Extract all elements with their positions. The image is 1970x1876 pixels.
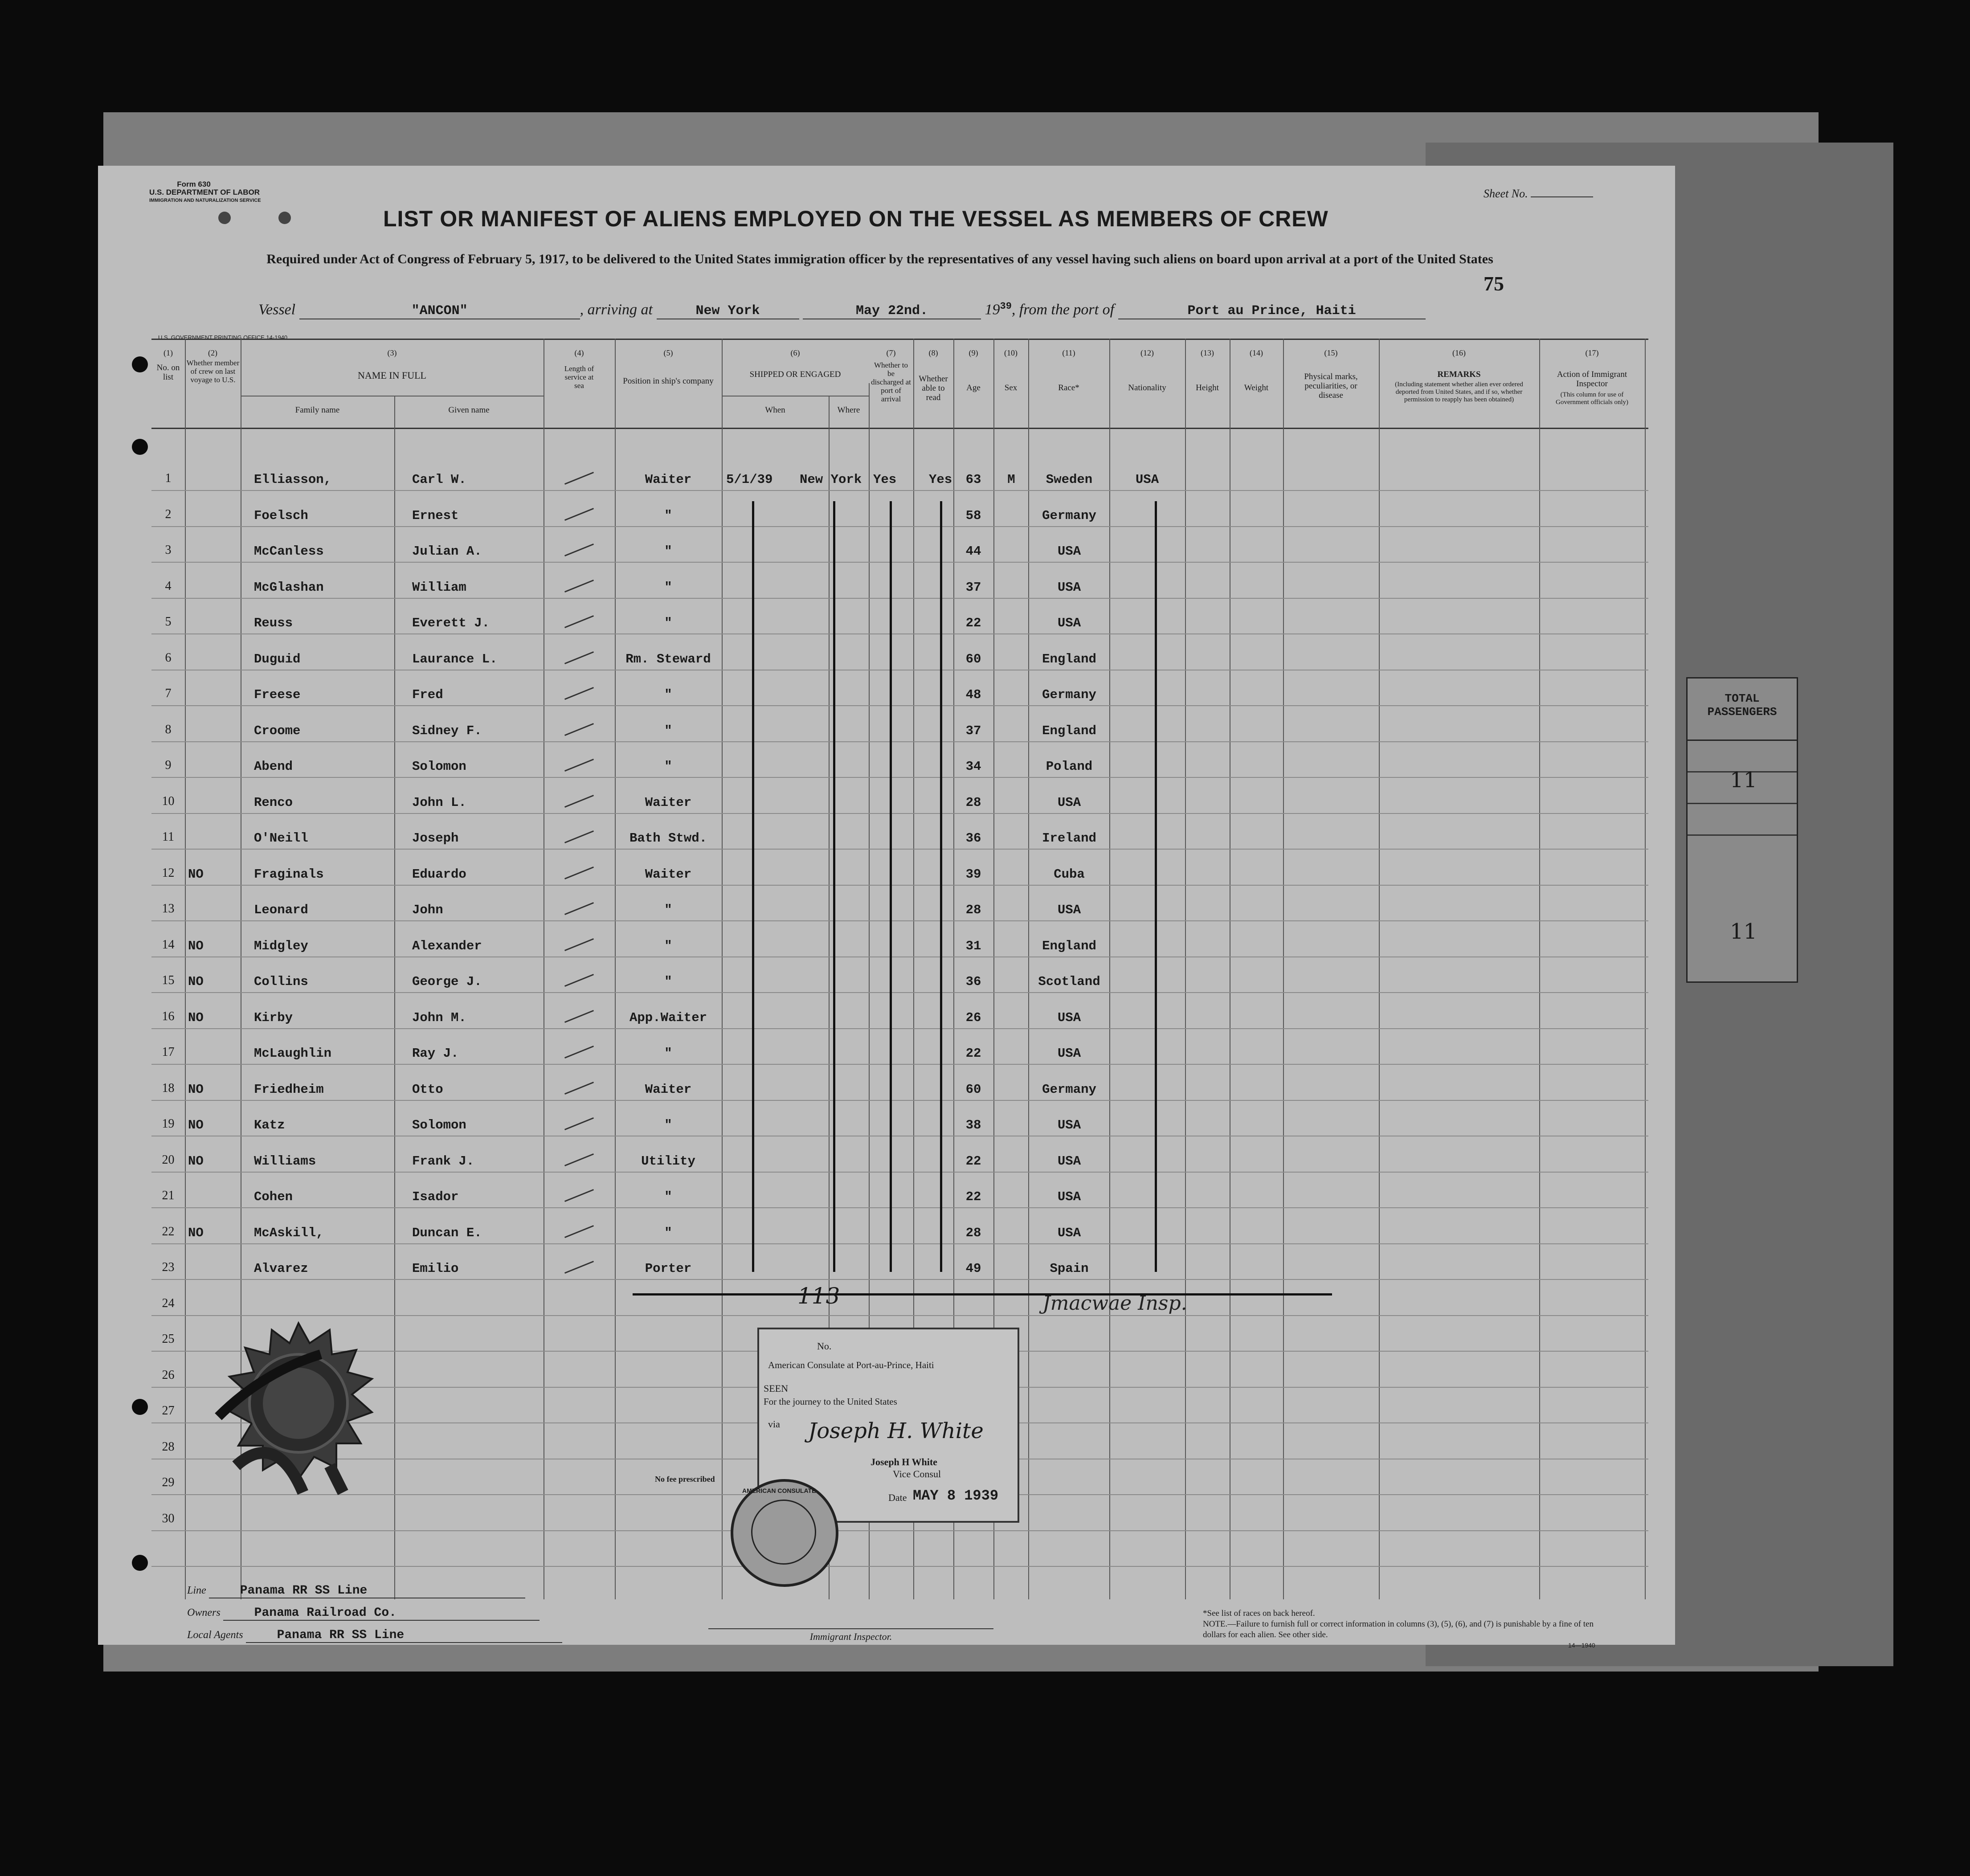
- cell-family: Duguid: [254, 651, 301, 666]
- col-header-family-name: Family name: [295, 405, 340, 415]
- cell-family: Fraginals: [254, 866, 324, 882]
- service-tick-mark: [564, 1189, 594, 1202]
- cell-n: 16: [162, 1009, 175, 1023]
- footer-owners: Owners Panama Railroad Co.: [187, 1606, 540, 1621]
- cell-race: Cuba: [1054, 866, 1085, 882]
- cell-position: Waiter: [645, 472, 692, 487]
- cell-race: USA: [1057, 1010, 1081, 1025]
- cell-age: 63: [965, 472, 981, 487]
- cell-family: Freese: [254, 687, 301, 702]
- cell-position: Waiter: [645, 866, 692, 882]
- service-tick-mark: [564, 1117, 594, 1130]
- col-header-sex: Sex: [1004, 383, 1018, 392]
- cell-position: ": [664, 974, 672, 989]
- cell-n: 19: [162, 1117, 175, 1131]
- punch-hole: [132, 439, 148, 455]
- col-header-given-name: Given name: [448, 405, 490, 415]
- cell-position: App.Waiter: [629, 1010, 707, 1025]
- cell-age: 44: [965, 544, 981, 559]
- cell-race: USA: [1057, 580, 1081, 595]
- cell-given: Carl W.: [412, 472, 466, 487]
- footer-agents: Local Agents Panama RR SS Line: [187, 1628, 562, 1643]
- stamp-title: Vice Consul: [893, 1468, 941, 1480]
- cell-prev: NO: [188, 1010, 204, 1025]
- footer-line: Line Panama RR SS Line: [187, 1584, 525, 1598]
- cell-race: USA: [1057, 903, 1081, 917]
- cell-age: 34: [965, 759, 981, 774]
- ditto-line-when: [752, 501, 754, 1272]
- cell-family: Cohen: [254, 1189, 293, 1204]
- cell-n: 12: [162, 866, 175, 880]
- col-header-remarks-note: (Including statement whether alien ever ordered deported from United States, and if so, whether permission to reapply has been obtained): [1395, 381, 1523, 403]
- voyage-line: Vessel "ANCON" , arriving at New York May 22nd. $19^{39}$, from the port of Port au Prince, Haiti: [258, 301, 1426, 319]
- cell-family: Abend: [254, 759, 293, 774]
- footer-note: *See list of races on back hereof. NOTE.—Failure to furnish full or correct information in columns (3), (5), (6), and (7) is punishable by a fine of ten dollars for each alien. See other side.: [1203, 1609, 1594, 1639]
- cell-position: ": [664, 580, 672, 595]
- cell-position: ": [664, 1118, 672, 1132]
- ditto-line-where: [833, 501, 835, 1272]
- cell-family: O'Neill: [254, 831, 308, 846]
- seal-text: AMERICAN CONSULATE: [742, 1487, 816, 1494]
- cell-race: England: [1042, 938, 1096, 953]
- col-header-shipped: SHIPPED OR ENGAGED: [749, 370, 841, 379]
- cell-given: Sidney F.: [412, 723, 482, 738]
- departure-port: Port au Prince, Haiti: [1118, 303, 1426, 319]
- cell-position: Utility: [641, 1153, 695, 1169]
- punch-hole: [132, 1555, 148, 1571]
- cell-position: Bath Stwd.: [629, 831, 707, 846]
- cell-race: USA: [1057, 1046, 1081, 1061]
- stamp-typed-name: Joseph H White: [871, 1456, 937, 1467]
- cell-n: 10: [162, 794, 175, 808]
- cell-prev: NO: [188, 1118, 204, 1132]
- cell-family: Reuss: [254, 616, 293, 630]
- cell-given: Laurance L.: [412, 651, 498, 666]
- cell-position: ": [664, 1225, 672, 1240]
- cell-given: William: [412, 580, 466, 595]
- cell-age: 39: [965, 866, 981, 882]
- cell-family: McGlashan: [254, 580, 324, 595]
- cell-age: 58: [965, 508, 981, 523]
- cell-n: 23: [162, 1260, 175, 1274]
- row-number: 25: [162, 1332, 175, 1346]
- cell-age: 28: [965, 795, 981, 810]
- cell-n: 18: [162, 1081, 175, 1095]
- cell-age: 37: [965, 580, 981, 595]
- cell-position: ": [664, 508, 672, 523]
- service-tick-mark: [564, 902, 594, 915]
- cell-n: 20: [162, 1153, 175, 1167]
- cell-position: Waiter: [645, 795, 692, 810]
- cell-n: 17: [162, 1045, 175, 1059]
- service-tick-mark: [564, 974, 594, 987]
- handwritten-page-number: 75: [1484, 272, 1504, 295]
- cell-given: Frank J.: [412, 1153, 474, 1169]
- cell-n: 7: [165, 687, 172, 700]
- cell-prev: NO: [188, 866, 204, 882]
- cell-age: 31: [965, 938, 981, 953]
- stamp-date-label: Date: [888, 1492, 907, 1503]
- col-header-previous-voyage: Whether member of crew on last voyage to U.S.: [186, 359, 240, 384]
- cell-position: Porter: [645, 1261, 692, 1276]
- cell-age: 49: [965, 1261, 981, 1276]
- cell-given: John L.: [412, 795, 466, 810]
- cell-age: 22: [965, 1153, 981, 1169]
- cell-age: 38: [965, 1118, 981, 1132]
- inspector-scrawl: Jmacwae Insp.: [1042, 1292, 1187, 1315]
- service-tick-mark: [564, 651, 594, 664]
- cell-position: ": [664, 723, 672, 738]
- page-subtitle: Required under Act of Congress of February 5, 1917, to be delivered to the United States immigration officer by the representatives of any vessel having such aliens on board upon arrival at a port of the United States: [266, 252, 1493, 266]
- col-header-number: No. on list: [156, 363, 180, 382]
- service-tick-mark: [564, 794, 594, 807]
- cell-n: 13: [162, 902, 175, 916]
- cell-age: 22: [965, 616, 981, 630]
- cell-race: Germany: [1042, 1082, 1096, 1097]
- wax-seal: [209, 1319, 388, 1497]
- stamp-date: MAY 8 1939: [913, 1488, 999, 1504]
- row-number: 27: [162, 1404, 175, 1418]
- cell-age: 22: [965, 1189, 981, 1204]
- stamp-office: American Consulate at Port-au-Prince, Haiti: [768, 1360, 934, 1370]
- cell-when: 5/1/39: [726, 472, 773, 487]
- cell-position: Rm. Steward: [625, 651, 711, 666]
- col-header-where: Where: [837, 405, 860, 415]
- cell-position: ": [664, 544, 672, 559]
- service-tick-mark: [564, 544, 594, 556]
- row-number: 29: [162, 1475, 175, 1489]
- service-tick-mark: [564, 1225, 594, 1238]
- side-card-mark-1: 11: [1730, 768, 1757, 793]
- col-header-race: Race*: [1058, 383, 1079, 392]
- cell-given: John M.: [412, 1010, 466, 1025]
- stamp-journey: For the journey to the United States: [764, 1396, 897, 1407]
- cell-n: 1: [165, 471, 172, 485]
- cell-position: ": [664, 1189, 672, 1204]
- cell-n: 3: [165, 543, 172, 557]
- cell-n: 2: [165, 507, 172, 521]
- cell-race: England: [1042, 651, 1096, 666]
- cell-family: Friedheim: [254, 1082, 324, 1097]
- cell-position: ": [664, 1046, 672, 1061]
- col-header-read: Whether able to read: [919, 374, 948, 402]
- cell-age: 36: [965, 974, 981, 989]
- cell-age: 60: [965, 651, 981, 666]
- service-tick-mark: [564, 1153, 594, 1166]
- cell-age: 37: [965, 723, 981, 738]
- col-header-remarks: REMARKS: [1437, 370, 1481, 379]
- col-header-inspector-action: Action of Immigrant Inspector: [1557, 370, 1627, 388]
- cell-family: Williams: [254, 1153, 316, 1169]
- cell-family: Croome: [254, 723, 301, 738]
- cell-n: 9: [165, 758, 172, 772]
- punch-hole: [278, 212, 291, 224]
- page-title: LIST OR MANIFEST OF ALIENS EMPLOYED ON THE VESSEL AS MEMBERS OF CREW: [383, 206, 1328, 231]
- cell-race: USA: [1057, 1118, 1081, 1132]
- cell-sex: M: [1007, 472, 1015, 487]
- cell-race: Spain: [1050, 1261, 1089, 1276]
- col-header-discharge: Whether to be discharged at port of arrival: [871, 361, 911, 403]
- cell-family: Collins: [254, 974, 308, 989]
- cell-n: 5: [165, 615, 172, 629]
- ditto-line-nationality: [1155, 501, 1157, 1272]
- service-tick-mark: [564, 830, 594, 843]
- cell-given: Duncan E.: [412, 1225, 482, 1240]
- cell-given: George J.: [412, 974, 482, 989]
- cell-race: USA: [1057, 544, 1081, 559]
- cell-family: Renco: [254, 795, 293, 810]
- cell-family: McLaughlin: [254, 1046, 332, 1061]
- cell-prev: NO: [188, 974, 204, 989]
- cell-position: ": [664, 687, 672, 702]
- cell-n: 11: [162, 830, 174, 844]
- cell-age: 60: [965, 1082, 981, 1097]
- stamp-no-label: No.: [817, 1341, 832, 1352]
- cell-given: Julian A.: [412, 544, 482, 559]
- cell-family: Alvarez: [254, 1261, 308, 1276]
- cell-given: Solomon: [412, 759, 466, 774]
- cell-age: 28: [965, 903, 981, 917]
- cell-family: Leonard: [254, 903, 308, 917]
- service-tick-mark: [564, 507, 594, 520]
- cell-given: Ray J.: [412, 1046, 459, 1061]
- cell-family: McCanless: [254, 544, 324, 559]
- row-number: 28: [162, 1439, 175, 1454]
- cell-race: Ireland: [1042, 831, 1096, 846]
- punch-hole: [218, 212, 231, 224]
- cell-given: Emilio: [412, 1261, 459, 1276]
- cell-n: 4: [165, 579, 172, 593]
- cell-position: ": [664, 759, 672, 774]
- cell-race: USA: [1057, 795, 1081, 810]
- cell-position: Waiter: [645, 1082, 692, 1097]
- cell-race: England: [1042, 723, 1096, 738]
- cell-prev: NO: [188, 938, 204, 953]
- service-tick-mark: [564, 1046, 594, 1059]
- cell-given: Eduardo: [412, 866, 466, 882]
- cell-family: McAskill,: [254, 1225, 324, 1240]
- cell-position: ": [664, 616, 672, 630]
- service-tick-mark: [564, 759, 594, 772]
- cell-n: 15: [162, 973, 175, 987]
- service-tick-mark: [564, 579, 594, 592]
- col-header-nationality: Nationality: [1128, 383, 1166, 392]
- cell-family: Elliasson,: [254, 472, 332, 487]
- cell-race: Scotland: [1038, 974, 1100, 989]
- sheet-number: Sheet No.: [1484, 187, 1593, 200]
- service-tick-mark: [564, 938, 594, 951]
- punch-hole: [132, 356, 148, 372]
- col-header-age: Age: [966, 383, 981, 392]
- col-header-when: When: [765, 405, 785, 415]
- cell-given: Fred: [412, 687, 443, 702]
- service-tick-mark: [564, 1081, 594, 1094]
- side-card-header: TOTAL PASSENGERS: [1688, 678, 1797, 741]
- form-code: 14—1940: [1568, 1642, 1595, 1649]
- printer-mark: U.S. GOVERNMENT PRINTING OFFICE 14-1940: [158, 334, 288, 341]
- col-header-inspector-note: (This column for use of Government officials only): [1555, 391, 1628, 406]
- ditto-line-read: [940, 501, 942, 1272]
- row-number: 26: [162, 1368, 175, 1382]
- cell-given: Joseph: [412, 831, 459, 846]
- cell-race: Poland: [1046, 759, 1093, 774]
- cell-n: 21: [162, 1189, 175, 1202]
- cell-n: 6: [165, 650, 172, 665]
- cell-race: USA: [1057, 1189, 1081, 1204]
- cell-age: 36: [965, 831, 981, 846]
- row-number: 24: [162, 1296, 175, 1310]
- cell-race: USA: [1057, 1225, 1081, 1240]
- cell-given: Isador: [412, 1189, 459, 1204]
- ditto-line-discharge: [890, 501, 892, 1272]
- service-tick-mark: [564, 723, 594, 736]
- closing-rule: [633, 1293, 1332, 1296]
- cell-given: Solomon: [412, 1118, 466, 1132]
- cell-prev: NO: [188, 1225, 204, 1240]
- service-tick-mark: [564, 687, 594, 700]
- cell-family: Kirby: [254, 1010, 293, 1025]
- cell-given: Alexander: [412, 938, 482, 953]
- row-number: 30: [162, 1511, 175, 1525]
- cell-n: 14: [162, 937, 175, 952]
- vessel-name: "ANCON": [299, 303, 580, 319]
- col-header-name: NAME IN FULL: [358, 370, 426, 381]
- cell-family: Katz: [254, 1118, 285, 1132]
- total-passengers-card: [1686, 677, 1798, 983]
- stamp-signature: Joseph H. White: [808, 1418, 984, 1443]
- cell-read: Yes: [929, 472, 952, 487]
- cell-prev: NO: [188, 1153, 204, 1169]
- cell-age: 26: [965, 1010, 981, 1025]
- cell-race: USA: [1057, 1153, 1081, 1169]
- cell-where: New York: [800, 472, 862, 487]
- arrival-port: New York: [657, 303, 799, 319]
- stamp-seen: SEEN: [764, 1383, 788, 1394]
- stamp-via: via: [768, 1418, 780, 1430]
- cell-family: Midgley: [254, 938, 308, 953]
- col-header-position: Position in ship's company: [623, 376, 714, 386]
- cell-n: 22: [162, 1224, 175, 1238]
- service-tick-mark: [564, 472, 594, 485]
- cell-given: Everett J.: [412, 616, 490, 630]
- immigrant-inspector-signature-line: Immigrant Inspector.: [708, 1628, 993, 1643]
- service-tick-mark: [564, 866, 594, 879]
- cell-age: 28: [965, 1225, 981, 1240]
- service-tick-mark: [564, 615, 594, 628]
- cell-given: Ernest: [412, 508, 459, 523]
- col-header-physical-marks: Physical marks, peculiarities, or disease: [1304, 372, 1358, 400]
- cell-race: USA: [1057, 616, 1081, 630]
- cell-race: Germany: [1042, 508, 1096, 523]
- fee-note: No fee prescribed: [655, 1475, 715, 1484]
- cell-n: 8: [165, 722, 172, 736]
- cell-age: 22: [965, 1046, 981, 1061]
- cell-given: John: [412, 903, 443, 917]
- col-header-weight: Weight: [1244, 383, 1269, 392]
- arrival-date: May 22nd.: [803, 303, 981, 319]
- col-header-length-of-service: Length of service at sea: [564, 364, 594, 390]
- cell-nationality: USA: [1135, 472, 1159, 487]
- punch-hole: [132, 1399, 148, 1415]
- form-identifier: Form 630 U.S. DEPARTMENT OF LABOR IMMIGRATION AND NATURALIZATION SERVICE: [149, 180, 261, 203]
- crew-table: (1) No. on list (2) Whether member of crew on last voyage to U.S. (3) NAME IN FULL Family name Given name (4) Length of service at sea (5) Position in ship's company (6) SHIPPED OR ENGAGED When Where (7) Whether to be discharged at port of arrival (8) Whether able to read (9) Age (10) Sex (11) Race* (12) Nationality (13) Height (14) Weight (15) Physical marks, peculiarities, or disease (16) REMARKS (Including statement whether alien ever ordered deported from United States, and if so, whether permission to reapply has been obtained) (17) Action of Immigrant Inspector (This column for use of Government officials only) 1 Elliasson, Carl W. Waiter 5/1/39 New York Yes Yes 63 M Sweden USA 2 Foelsch Ernest " 58 Germany 3 McCanless Julian A. " 44 USA 4 McGlashan William " 37 USA 5 Reuss Everett J. " 22 USA 6 Duguid Laurance L. Rm. Steward 60 England 7 Freese Fred " 48 Germany 8 Croome Sidney F. " 37 England 9 Abend Solomon " 34 Poland 10 Renco John L. Waiter 28 USA 11 O'Neill Joseph Bath Stwd. 36 Ireland 12 NO Fraginals Eduardo Waiter 39 Cuba 13 Leonard John " 28 USA 14 NO Midgley Alexander " 31 England 15 NO Collins George J. " 36 Scotland 16 NO Kirby John M. App.Waiter 26 USA 17 McLaughlin Ray J. " 22 USA 18 NO Friedheim Otto Waiter 60 Germany 19 NO Katz Solomon " 38 USA 20 NO Williams Frank J. Utility 22 USA 21 Cohen Isador " 22 USA 22 NO McAskill, Duncan E. " 28 USA 23 Alvarez Emilio Porter 49 Spain 24 25 26 27 28 29 30: [151, 339, 1648, 1599]
- cell-position: ": [664, 903, 672, 917]
- side-card-mark-2: 11: [1730, 919, 1757, 944]
- cell-discharge: Yes: [873, 472, 897, 487]
- cell-family: Foelsch: [254, 508, 308, 523]
- cell-age: 48: [965, 687, 981, 702]
- cell-position: ": [664, 938, 672, 953]
- col-header-height: Height: [1196, 383, 1219, 392]
- service-tick-mark: [564, 1261, 594, 1274]
- cell-race: Sweden: [1046, 472, 1093, 487]
- cell-race: Germany: [1042, 687, 1096, 702]
- service-tick-mark: [564, 1010, 594, 1022]
- cell-prev: NO: [188, 1082, 204, 1097]
- cell-given: Otto: [412, 1082, 443, 1097]
- tally-total: 113: [797, 1283, 840, 1309]
- consulate-seal: [731, 1479, 838, 1587]
